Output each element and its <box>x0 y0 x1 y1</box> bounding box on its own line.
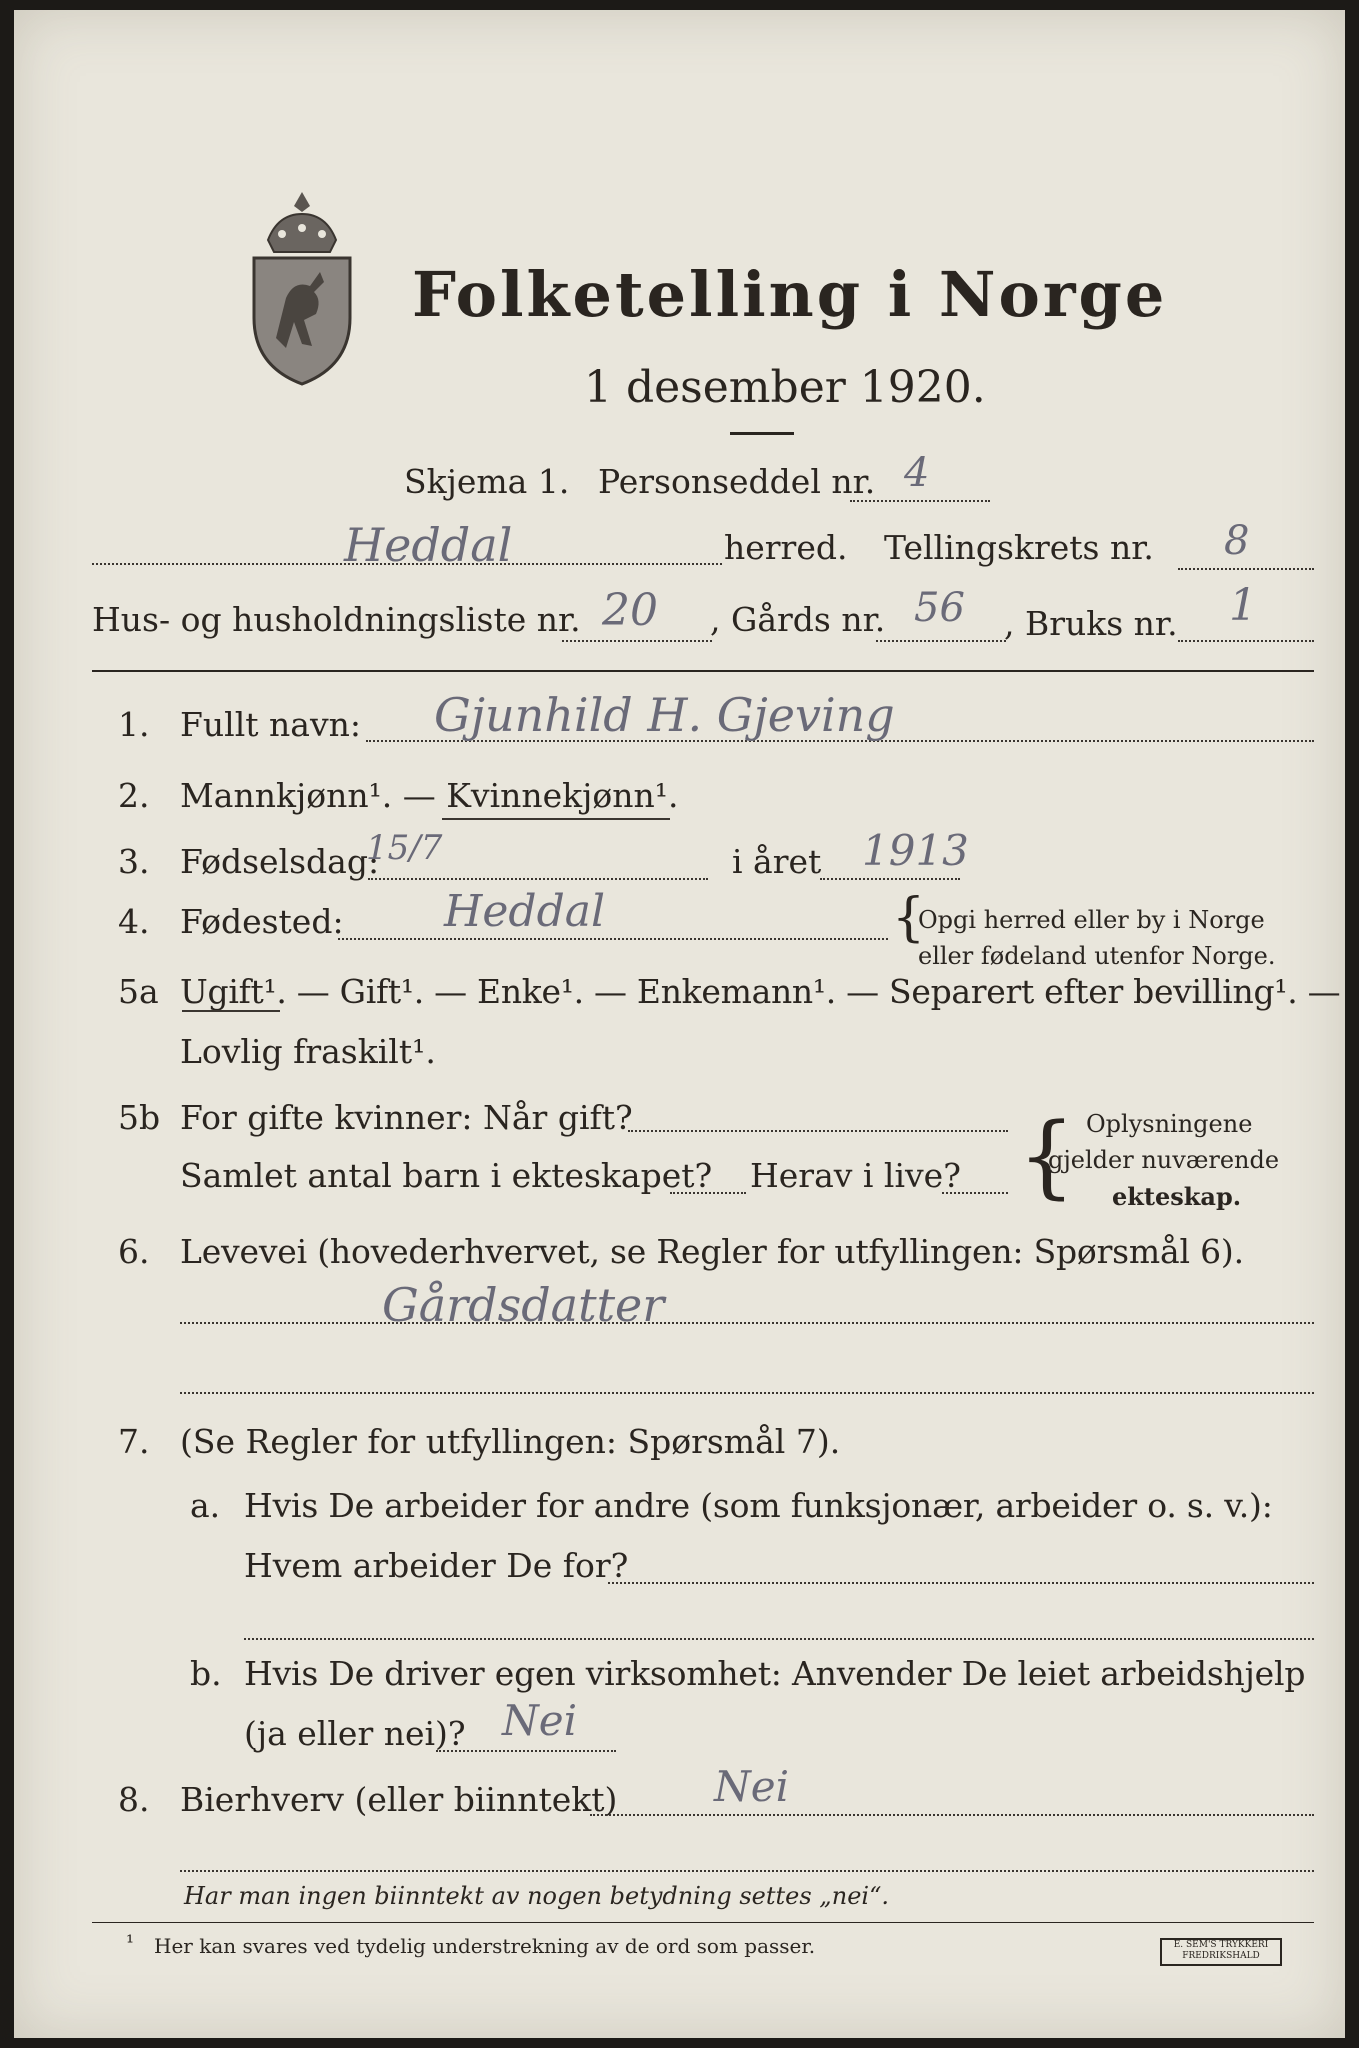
q5b-number: 5b <box>118 1098 161 1137</box>
tellingskrets-value: 8 <box>1224 518 1250 564</box>
header-rule <box>92 670 1314 672</box>
q1-number: 1. <box>118 705 150 744</box>
herred-value: Heddal <box>344 518 513 572</box>
q2-underline <box>442 818 670 820</box>
hus-line <box>562 640 712 642</box>
q2-label: Mannkjønn¹. — Kvinnekjønn¹. <box>180 776 679 815</box>
q6-line1 <box>180 1322 1314 1324</box>
q5a-line2: Lovlig fraskilt¹. <box>180 1032 436 1071</box>
q3-year-label: i året <box>732 842 822 881</box>
q4-line <box>338 938 888 940</box>
q6-line2 <box>180 1392 1314 1394</box>
q5b-label1: For gifte kvinner: Når gift? <box>180 1098 633 1137</box>
census-date: 1 desember 1920. <box>584 362 986 413</box>
bruks-line <box>1178 640 1314 642</box>
q7a-letter: a. <box>190 1486 221 1525</box>
q4-brace: { <box>892 888 926 948</box>
q7-number: 7. <box>118 1422 150 1461</box>
q4-note-line2: eller fødeland utenfor Norge. <box>918 942 1276 970</box>
q8-label: Bierhverv (eller biinntekt) <box>180 1780 618 1819</box>
q7a-extra-line <box>244 1638 1314 1640</box>
bruks-value: 1 <box>1229 580 1257 631</box>
q7b-line2: (ja eller nei)? <box>244 1714 466 1753</box>
printer-stamp-text: E. SEM'S TRYKKERI FREDRIKSHALD <box>1173 1940 1269 1961</box>
q1-label: Fullt navn: <box>180 705 361 744</box>
q3-year-value: 1913 <box>862 826 969 875</box>
q6-value: Gårdsdatter <box>382 1278 665 1332</box>
q6-number: 6. <box>118 1232 150 1271</box>
q2-number: 2. <box>118 776 150 815</box>
q1-value: Gjunhild H. Gjeving <box>434 688 895 742</box>
q5b-label3: Herav i live? <box>750 1156 961 1195</box>
tellingskrets-line <box>1178 568 1314 570</box>
q5b-live-line <box>942 1192 1008 1194</box>
q7b-line1: Hvis De driver egen virksomhet: Anvender De leiet arbeidshjelp <box>244 1654 1306 1693</box>
personseddel-value: 4 <box>904 450 930 496</box>
norway-coat-of-arms-icon <box>246 188 358 388</box>
hus-value: 20 <box>602 585 658 636</box>
q4-note-line1: Opgi herred eller by i Norge <box>918 906 1265 934</box>
census-form-page <box>14 10 1345 2038</box>
q4-label: Fødested: <box>180 902 344 941</box>
form-title: Folketelling i Norge <box>412 258 1168 331</box>
q5b-gift-line <box>628 1130 1008 1132</box>
footnote-text: Her kan svares ved tydelig understrekning av de ord som passer. <box>154 1934 816 1958</box>
q7-label: (Se Regler for utfyllingen: Spørsmål 7). <box>180 1422 841 1461</box>
gards-label: , Gårds nr. <box>710 600 886 639</box>
q7a-line <box>608 1582 1314 1584</box>
q8-line <box>590 1814 1314 1816</box>
bruks-label: , Bruks nr. <box>1004 604 1178 643</box>
q5b-barn-line <box>670 1192 746 1194</box>
hus-label: Hus- og husholdningsliste nr. <box>92 600 581 639</box>
title-divider <box>730 432 794 435</box>
schema-label: Skjema 1. <box>404 462 570 501</box>
q3-label: Fødselsdag: <box>180 842 380 881</box>
personseddel-line <box>850 500 990 502</box>
q7a-line1: Hvis De arbeider for andre (som funksjonær, arbeider o. s. v.): <box>244 1486 1273 1525</box>
tellingskrets-label: Tellingskrets nr. <box>884 528 1154 567</box>
q4-value: Heddal <box>444 886 606 937</box>
q3-number: 3. <box>118 842 150 881</box>
footer-rule <box>92 1922 1314 1923</box>
gards-value: 56 <box>914 585 965 631</box>
printer-stamp <box>1160 1938 1282 1966</box>
q6-label: Levevei (hovederhvervet, se Regler for utfyllingen: Spørsmål 6). <box>180 1232 1244 1271</box>
biinntekt-note: Har man ingen biinntekt av nogen betydning settes „nei“. <box>184 1882 889 1910</box>
q5a-number: 5a <box>118 972 159 1011</box>
q5b-label2: Samlet antal barn i ekteskapet? <box>180 1156 713 1195</box>
q3-year-line <box>820 878 960 880</box>
q5b-note-line2: gjelder nuværende <box>1048 1146 1280 1174</box>
q3-line <box>368 878 708 880</box>
q8-value: Nei <box>714 1762 790 1811</box>
q7b-letter: b. <box>190 1654 222 1693</box>
q5b-brace: { <box>1018 1104 1076 1209</box>
q4-number: 4. <box>118 902 150 941</box>
q8-extra-line <box>180 1870 1314 1872</box>
q5b-note-line1: Oplysningene <box>1086 1110 1253 1138</box>
q7b-line <box>436 1750 616 1752</box>
q8-number: 8. <box>118 1780 150 1819</box>
q5b-note-line3: ekteskap. <box>1112 1182 1242 1211</box>
personseddel-label: Personseddel nr. <box>598 462 876 501</box>
q7a-line2: Hvem arbeider De for? <box>244 1546 629 1585</box>
q5a-underline <box>182 1010 280 1012</box>
herred-label: herred. <box>724 528 848 567</box>
q7b-value: Nei <box>502 1696 578 1745</box>
footnote-marker: ¹ <box>126 1930 135 1954</box>
q3-value: 15/7 <box>366 828 443 868</box>
gards-line <box>876 640 1006 642</box>
q5a-line1: Ugift¹. — Gift¹. — Enke¹. — Enkemann¹. — Separert efter bevilling¹. — <box>180 972 1341 1011</box>
